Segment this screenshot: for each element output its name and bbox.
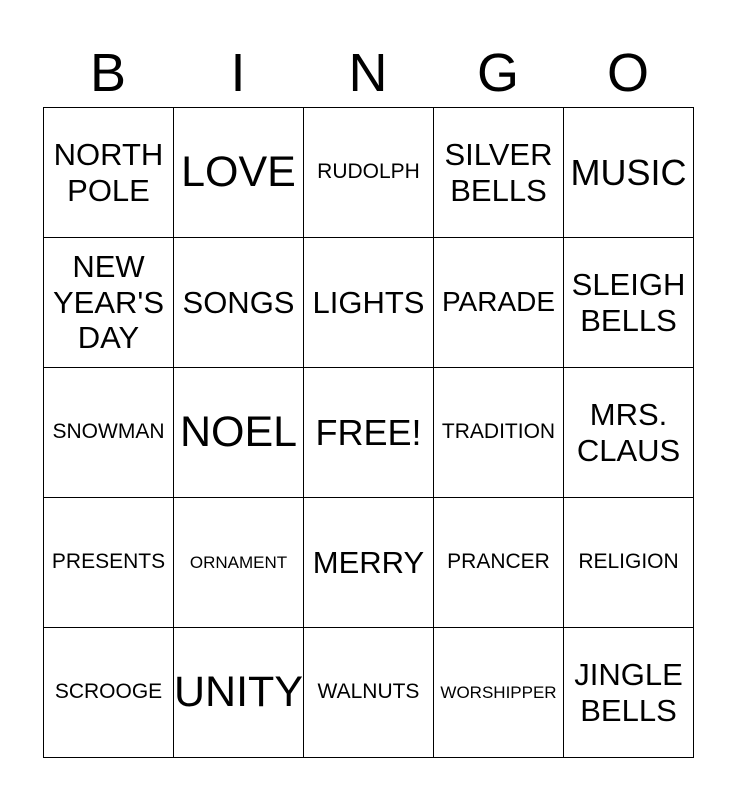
bingo-cell: LIGHTS — [304, 238, 434, 368]
bingo-cell: PARADE — [434, 238, 564, 368]
bingo-cell: NEW YEAR'S DAY — [44, 238, 174, 368]
bingo-cell: PRESENTS — [44, 498, 174, 628]
bingo-cell: MRS. CLAUS — [564, 368, 694, 498]
bingo-cell: PRANCER — [434, 498, 564, 628]
bingo-cell: RUDOLPH — [304, 108, 434, 238]
header-letter-g: G — [476, 43, 519, 103]
bingo-cell: MERRY — [304, 498, 434, 628]
bingo-cell: SLEIGH BELLS — [564, 238, 694, 368]
bingo-cell: RELIGION — [564, 498, 694, 628]
header-letter-n: N — [348, 43, 388, 103]
free-space-cell: FREE! — [304, 368, 434, 498]
bingo-cell: MUSIC — [564, 108, 694, 238]
bingo-cell: SNOWMAN — [44, 368, 174, 498]
header-letter-i: I — [230, 43, 246, 103]
bingo-cell: JINGLE BELLS — [564, 628, 694, 758]
bingo-cell: ORNAMENT — [174, 498, 304, 628]
bingo-cell: WORSHIPPER — [434, 628, 564, 758]
bingo-board — [43, 107, 694, 758]
bingo-cell: SONGS — [174, 238, 304, 368]
bingo-cell: SCROOGE — [44, 628, 174, 758]
bingo-cell: TRADITION — [434, 368, 564, 498]
header-letter-o: O — [606, 43, 649, 103]
header-letter-b: B — [89, 43, 127, 103]
bingo-cell: SILVER BELLS — [434, 108, 564, 238]
bingo-header — [43, 40, 693, 106]
bingo-cell: LOVE — [174, 108, 304, 238]
bingo-cell: NOEL — [174, 368, 304, 498]
bingo-cell: UNITY — [174, 628, 304, 758]
bingo-cell: WALNUTS — [304, 628, 434, 758]
bingo-cell: NORTH POLE — [44, 108, 174, 238]
